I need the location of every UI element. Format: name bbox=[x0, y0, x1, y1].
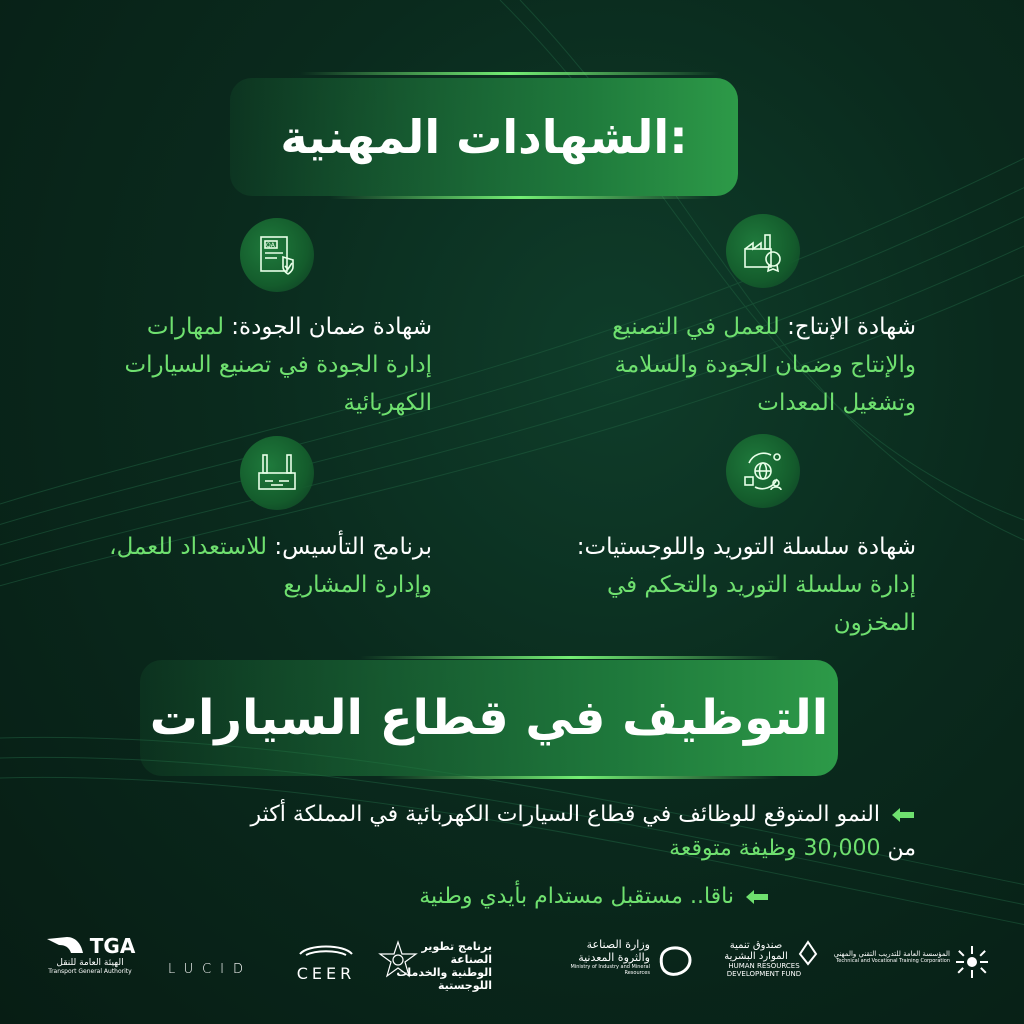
bullet-naqa bbox=[200, 880, 770, 914]
hrdf-ar2: الموارد البشرية bbox=[724, 951, 788, 962]
header-glow-top bbox=[300, 72, 720, 75]
lucid-name: LUCID bbox=[167, 962, 253, 977]
tvtc-ar: المؤسسة العامة للتدريب التقني والمهني bbox=[833, 950, 950, 958]
cert-foundation-title: برنامج التأسيس: bbox=[274, 534, 432, 560]
header-glow-bottom bbox=[330, 196, 710, 199]
hrdf-logo bbox=[710, 940, 818, 978]
employment-title: التوظيف في قطاع السيارات bbox=[149, 690, 829, 746]
cert-production-desc: للعمل في التصنيع والإنتاج وضمان الجودة والسلامة وتشغيل المعدات bbox=[612, 314, 916, 416]
ministry-mark-icon bbox=[656, 942, 696, 982]
cert-quality-desc: لمهارات إدارة الجودة في تصنيع السيارات الكهربائية bbox=[124, 314, 432, 416]
bullet-jobs-count: 30,000 وظيفة متوقعة bbox=[669, 836, 881, 861]
ministry-en: Ministry of Industry and Mineral Resources bbox=[570, 964, 650, 976]
tvtc-sun-icon bbox=[954, 944, 990, 980]
cert-supply-chain-desc: إدارة سلسلة التوريد والتحكم في المخزون bbox=[606, 572, 916, 636]
tga-abbr: TGA bbox=[89, 934, 136, 958]
ministry-ar1: وزارة الصناعة bbox=[586, 938, 650, 951]
cert-supply-chain bbox=[560, 528, 916, 642]
hrdf-en2: DEVELOPMENT FUND bbox=[726, 970, 802, 978]
supply-chain-globe-icon bbox=[726, 434, 800, 508]
header2-glow-top bbox=[360, 656, 780, 659]
bullet-jobs-from: من bbox=[887, 836, 916, 861]
certificates-title: الشهادات المهنية: bbox=[280, 110, 688, 164]
hrdf-en1: HUMAN RESOURCES bbox=[728, 962, 800, 970]
bullet-naqa-text: ناقا.. مستقبل مستدام بأيدي وطنية bbox=[419, 884, 734, 909]
tga-mark-icon bbox=[45, 935, 85, 957]
header2-glow-bottom bbox=[380, 776, 780, 779]
ndlp-ar3: اللوجستية bbox=[437, 979, 492, 992]
hrdf-mark-icon bbox=[798, 940, 818, 966]
tvtc-en: Technical and Vocational Training Corporation bbox=[836, 958, 950, 964]
ceer-mark-icon bbox=[294, 940, 358, 960]
qa-certificate-icon bbox=[240, 218, 314, 292]
cert-foundation-desc: للاستعداد للعمل، وإدارة المشاريع bbox=[109, 534, 432, 598]
tvtc-logo bbox=[830, 944, 990, 964]
bullet-jobs-line1: النمو المتوقع للوظائف في قطاع السيارات الكهربائية في المملكة أكثر bbox=[250, 802, 880, 827]
ndlp-ar1: برنامج تطوير الصناعة bbox=[421, 940, 492, 966]
cert-supply-chain-title: شهادة سلسلة التوريد واللوجستيات: bbox=[576, 534, 916, 560]
arrow-left-icon bbox=[890, 806, 916, 824]
lucid-logo bbox=[152, 958, 268, 977]
hrdf-ar1: صندوق تنمية bbox=[729, 940, 783, 951]
cert-quality bbox=[96, 308, 432, 422]
ministry-logo bbox=[550, 938, 696, 976]
ceer-logo bbox=[286, 940, 366, 983]
ministry-ar2: والثروة المعدنية bbox=[578, 951, 650, 964]
bullet-jobs-growth bbox=[80, 798, 916, 866]
tga-ar: الهيئة العامة للنقل bbox=[56, 958, 124, 968]
ndlp-star-icon bbox=[378, 940, 418, 980]
factory-badge-icon bbox=[726, 214, 800, 288]
cert-quality-title: شهادة ضمان الجودة: bbox=[231, 314, 432, 340]
cert-foundation bbox=[96, 528, 432, 604]
ndlp-ar2: الوطنية والخدمات bbox=[396, 966, 492, 979]
arrow-left-icon bbox=[744, 888, 770, 906]
tga-en: Transport General Authority bbox=[48, 968, 132, 975]
certificates-header-box bbox=[230, 78, 738, 196]
tga-logo bbox=[40, 934, 140, 975]
cert-production bbox=[560, 308, 916, 422]
ndlp-logo bbox=[378, 940, 538, 992]
ceer-name: CEER bbox=[296, 964, 356, 983]
svg-text:QA: QA bbox=[266, 242, 275, 249]
factory-plant-icon bbox=[240, 436, 314, 510]
cert-production-title: شهادة الإنتاج: bbox=[787, 314, 916, 340]
employment-header-box bbox=[140, 660, 838, 776]
